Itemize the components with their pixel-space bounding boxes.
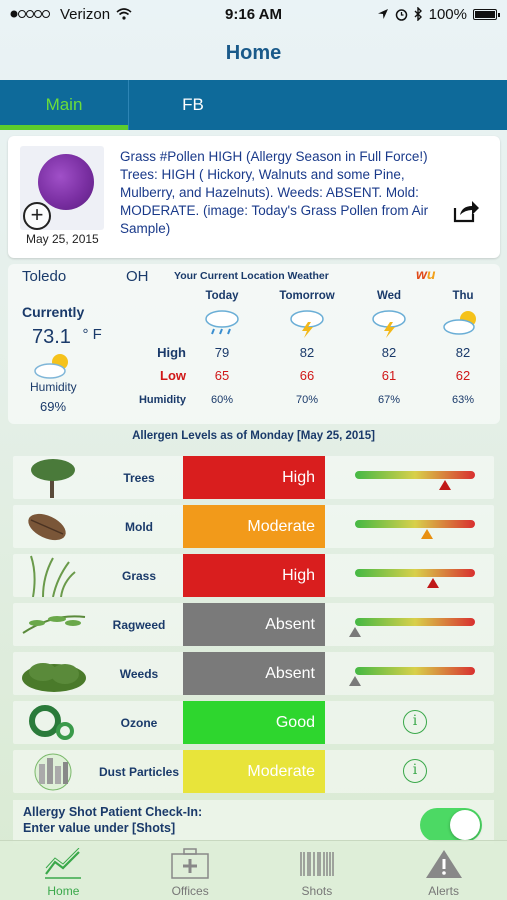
- checkin-line-1: Allergy Shot Patient Check-In:: [23, 805, 203, 819]
- forecast-day: Wed: [376, 290, 402, 302]
- forecast-humidity: 70%: [295, 394, 319, 406]
- grass-image: [13, 554, 95, 597]
- wifi-icon: [116, 8, 132, 20]
- signal-icon: [10, 9, 54, 19]
- bottom-tab-bar: [0, 840, 507, 900]
- forecast-humidity: 67%: [377, 394, 401, 406]
- forecast-low: 65: [214, 368, 230, 383]
- weather-underground-logo[interactable]: wu: [416, 266, 436, 282]
- post-date: May 25, 2015: [26, 232, 99, 246]
- partly-cloudy-icon: [442, 308, 482, 338]
- tab-label: Shots: [301, 884, 333, 898]
- tab-label: Alerts: [428, 884, 459, 898]
- allergen-name: Trees: [123, 470, 155, 485]
- pollen-image[interactable]: [20, 146, 104, 230]
- weather-city: Toledo: [22, 268, 67, 285]
- current-humidity-label: Humidity: [30, 380, 77, 394]
- allergen-levels-title: Allergen Levels as of Monday [May 25, 2015]: [132, 430, 375, 442]
- partly-cloudy-icon: [32, 352, 76, 380]
- gauge-marker: [349, 627, 361, 637]
- carrier-label: Verizon: [60, 5, 111, 23]
- post-text: Grass #Pollen HIGH (Allergy Season in Full Force!) Trees: HIGH ( Hickory, Walnuts and some Pine, Mulberry, and Hazelnuts). Weeds: ABSENT. Mold: MODERATE. (image: Today's Grass Pollen from Air Sample): [120, 149, 429, 236]
- forecast-humidity: 60%: [210, 394, 234, 406]
- allergen-name: Grass: [121, 568, 157, 583]
- row-label-high: High: [157, 345, 186, 360]
- pollen-post-card[interactable]: [8, 136, 500, 258]
- tree-image: [13, 456, 95, 499]
- current-humidity-value: 69%: [40, 399, 67, 414]
- allergen-name: Weeds: [119, 666, 159, 681]
- forecast-high: 82: [455, 345, 471, 360]
- allergen-level: High: [183, 554, 325, 597]
- rain-cloud-icon: [202, 308, 242, 338]
- allergen-gauge: [325, 603, 494, 646]
- trend-chart-icon: [43, 848, 83, 880]
- warning-icon: [424, 848, 464, 880]
- allergen-level: Absent: [183, 603, 325, 646]
- allergen-level: High: [183, 456, 325, 499]
- checkin-toggle[interactable]: [420, 808, 482, 842]
- allergen-name: Ozone: [120, 715, 158, 730]
- share-icon[interactable]: [452, 198, 480, 224]
- forecast-humidity: 63%: [451, 394, 475, 406]
- allergen-row-dust-particles[interactable]: [13, 750, 494, 793]
- expand-plus-icon[interactable]: +: [23, 202, 51, 230]
- current-temperature: [32, 326, 102, 349]
- allergen-row-weeds[interactable]: [13, 652, 494, 695]
- gauge-marker: [421, 529, 433, 539]
- allergen-row-ragweed[interactable]: [13, 603, 494, 646]
- info-icon[interactable]: i: [403, 759, 427, 783]
- status-right: [377, 6, 497, 23]
- allergen-row-trees[interactable]: [13, 456, 494, 499]
- weather-state: OH: [126, 268, 149, 285]
- location-arrow-icon: [377, 8, 389, 20]
- allergen-level: Moderate: [183, 505, 325, 548]
- thunderstorm-icon: [287, 308, 327, 338]
- forecast-low: 62: [455, 368, 471, 383]
- allergen-row-grass[interactable]: [13, 554, 494, 597]
- allergen-gauge: [325, 652, 494, 695]
- tab-label: Home: [47, 884, 80, 898]
- tab-offices[interactable]: [127, 841, 254, 900]
- page-title: Home: [225, 41, 282, 64]
- pollen-grain-graphic: [38, 154, 94, 210]
- gauge-marker: [427, 578, 439, 588]
- checkin-text: [23, 804, 202, 836]
- weather-panel: [8, 264, 500, 424]
- barcode-icon: [297, 848, 337, 880]
- current-temp-value: 73.1: [32, 326, 71, 348]
- forecast-high: 79: [214, 345, 230, 360]
- allergen-level: Good: [183, 701, 325, 744]
- checkin-line-2: Enter value under [Shots]: [23, 821, 176, 835]
- allergen-name: Ragweed: [112, 617, 166, 632]
- alarm-icon: [395, 8, 408, 21]
- row-label-humidity: Humidity: [138, 394, 186, 406]
- allergen-row-ozone[interactable]: [13, 701, 494, 744]
- allergen-name: Dust Particles: [98, 764, 180, 779]
- battery-percent: 100%: [428, 5, 467, 23]
- thunderstorm-icon: [369, 308, 409, 338]
- weather-title: Your Current Location Weather: [174, 270, 329, 282]
- temp-unit: ° F: [82, 326, 102, 343]
- status-time: 9:16 AM: [225, 5, 282, 23]
- medical-kit-icon: [170, 848, 210, 880]
- dust-image: [13, 750, 95, 793]
- weeds-image: [13, 652, 95, 695]
- tab-label: Offices: [171, 884, 209, 898]
- forecast-high: 82: [381, 345, 397, 360]
- status-bar: [0, 0, 507, 28]
- allergen-gauge: [325, 505, 494, 548]
- allergen-level: Absent: [183, 652, 325, 695]
- current-label: Currently: [22, 304, 85, 320]
- tab-fb[interactable]: FB: [182, 95, 204, 114]
- status-left: [10, 6, 132, 23]
- ragweed-image: [13, 603, 95, 646]
- tab-main[interactable]: Main: [0, 80, 128, 130]
- gauge-marker: [439, 480, 451, 490]
- allergy-shot-checkin: [13, 800, 494, 844]
- allergen-level: Moderate: [183, 750, 325, 793]
- forecast-day: Tomorrow: [279, 290, 335, 302]
- battery-icon: [473, 9, 497, 20]
- ozone-image: [13, 701, 95, 744]
- allergen-gauge: [325, 554, 494, 597]
- allergen-gauge: [325, 701, 494, 744]
- forecast-low: 66: [299, 368, 315, 383]
- forecast-day: Thu: [452, 290, 474, 302]
- allergen-gauge: [325, 750, 494, 793]
- tab-bar-top: [0, 80, 507, 130]
- forecast-high: 82: [299, 345, 315, 360]
- forecast-low: 61: [381, 368, 397, 383]
- tab-home[interactable]: [0, 841, 127, 900]
- gauge-marker: [349, 676, 361, 686]
- allergen-gauge: [325, 456, 494, 499]
- tab-shots[interactable]: [254, 841, 381, 900]
- info-icon[interactable]: i: [403, 710, 427, 734]
- tab-alerts[interactable]: [380, 841, 507, 900]
- allergen-name: Mold: [125, 519, 153, 534]
- allergen-row-mold[interactable]: [13, 505, 494, 548]
- bluetooth-icon: [414, 7, 423, 21]
- forecast-day: Today: [205, 290, 239, 302]
- mold-image: [13, 505, 95, 548]
- row-label-low: Low: [160, 368, 186, 383]
